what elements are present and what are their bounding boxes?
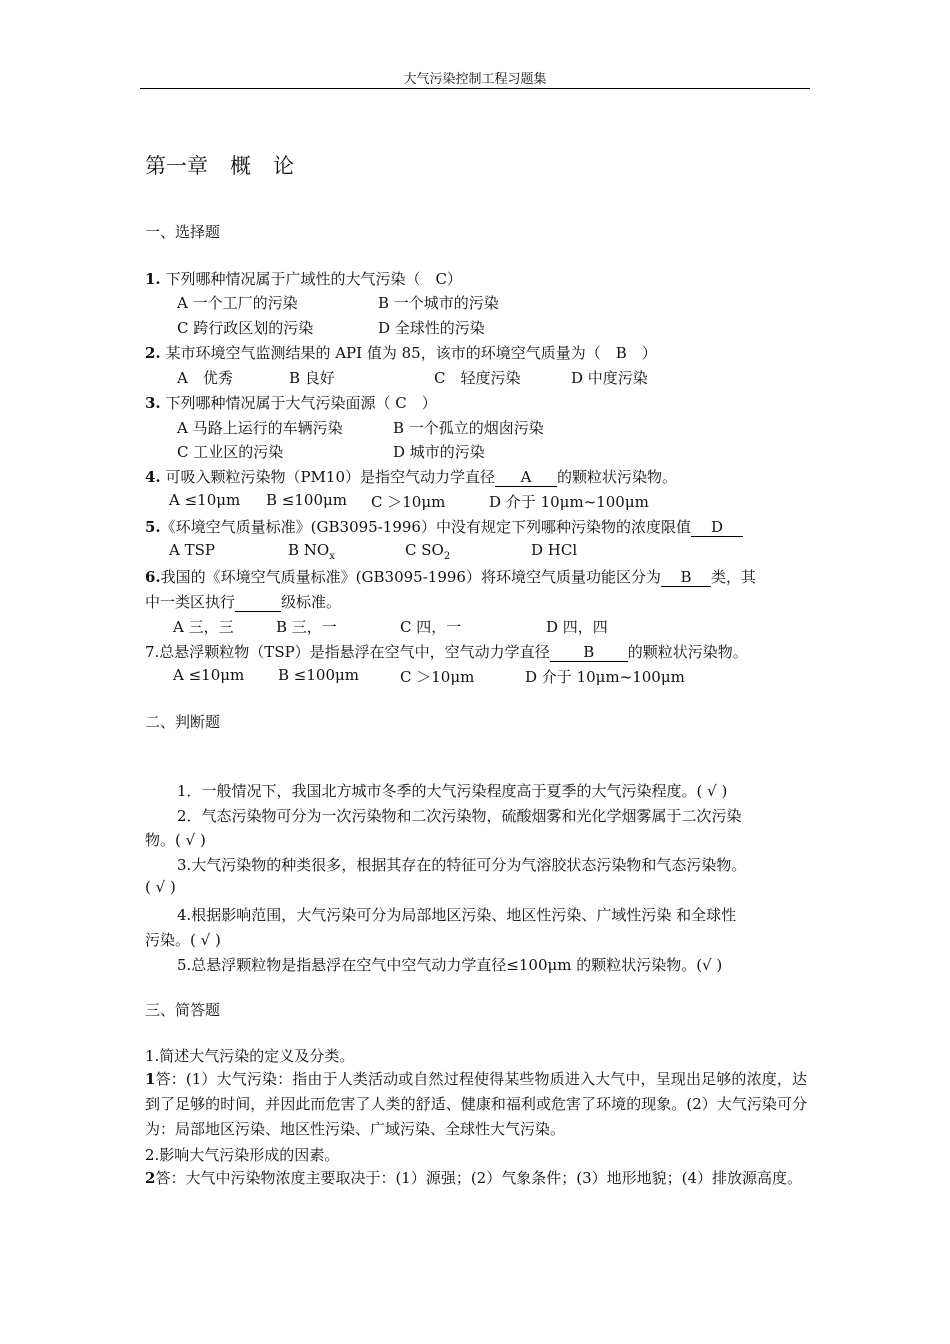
answer-blank: B [661, 568, 711, 587]
option: A TSP [169, 541, 215, 559]
short-question-1: 1.简述大气污染的定义及分类。 [145, 1047, 355, 1065]
chapter-word-2: 论 [273, 154, 294, 178]
question-2 [145, 342, 657, 363]
option: C 轻度污染 [434, 369, 521, 387]
chapter-title [145, 150, 316, 180]
chapter-word-1: 概 [230, 154, 251, 178]
question-1 [145, 268, 462, 289]
option: B 良好 [289, 369, 335, 387]
option: B ≤100μm [266, 491, 347, 509]
option: A ≤10μm [169, 491, 241, 509]
option: D 中度污染 [571, 369, 648, 387]
option: D 城市的污染 [393, 443, 485, 461]
option: B ≤100μm [278, 666, 359, 684]
answer-text: 答：(1）大气污染：指由于人类活动或自然过程使得某些物质进入大气中，呈现出足够的浓度，达到了足够的时间，并因此而危害了人类的舒适、健康和福利或危害了环境的现象。(2）大气污染可分为：局部地区污染、地区性污染、广域污染、全球性大气污染。 [145, 1070, 807, 1138]
judge-item-5: 5.总悬浮颗粒物是指悬浮在空气中空气动力学直径≤100μm 的颗粒状污染物。(√ ) [177, 956, 723, 974]
question-text: 的颗粒状污染物。 [627, 643, 748, 661]
question-text: 下列哪种情况属于广域性的大气污染（ C） [165, 270, 462, 288]
question-text: 可吸入颗粒污染物（PM10）是指空气动力学直径 [165, 468, 495, 486]
chapter-number: 第一章 [145, 154, 208, 178]
answer-blank: A [495, 468, 557, 487]
short-answer-2 [145, 1166, 807, 1191]
option-text: C SO [405, 541, 444, 559]
question-6-line2 [145, 591, 341, 612]
judge-item-3-cont: ( √ ) [145, 878, 176, 896]
question-text: 下列哪种情况属于大气污染面源（ C ） [165, 394, 437, 412]
question-text: 某市环境空气监测结果的 API 值为 85，该市的环境空气质量为（ B ） [165, 344, 657, 362]
section-heading-choice: 一、选择题 [145, 223, 221, 241]
option: C ＞10μm [371, 493, 446, 511]
short-answer-1 [145, 1067, 807, 1142]
option: C 跨行政区划的污染 [177, 319, 314, 337]
question-7 [145, 641, 748, 662]
answer-blank [235, 593, 281, 612]
question-text: 我国的《环境空气质量标准》(GB3095-1996）将环境空气质量功能区分为 [160, 568, 661, 586]
judge-item-4: 4.根据影响范围，大气污染可分为局部地区污染、地区性污染、广域性污染 和全球性 [177, 906, 737, 924]
option [288, 541, 335, 562]
judge-item-1: 1．一般情况下，我国北方城市冬季的大气污染程度高于夏季的大气污染程度。( √ ) [177, 782, 728, 800]
question-number: 6. [145, 568, 161, 586]
option: B 三，一 [276, 618, 337, 636]
question-text: 级标准。 [281, 593, 342, 611]
answer-text: 答：大气中污染物浓度主要取决于：(1）源强；(2）气象条件；(3）地形地貌；(4）排放源高度。 [155, 1169, 803, 1187]
option [405, 541, 450, 562]
question-5 [145, 516, 743, 537]
question-text: 类，其 [710, 568, 756, 586]
section-heading-short: 三、简答题 [145, 1001, 221, 1019]
answer-number: 2 [145, 1169, 156, 1187]
question-number: 4. [145, 468, 161, 486]
judge-item-3: 3.大气污染物的种类很多，根据其存在的特征可分为气溶胶状态污染物和气态污染物。 [177, 856, 747, 874]
answer-number: 1 [145, 1070, 156, 1088]
question-text: 《环境空气质量标准》(GB3095-1996）中没有规定下列哪种污染物的浓度限值 [160, 518, 691, 536]
option: A ≤10μm [173, 666, 245, 684]
option: A 优秀 [177, 369, 233, 387]
question-number: 5. [145, 518, 161, 536]
option: D 四，四 [546, 618, 608, 636]
option: A 马路上运行的车辆污染 [177, 419, 343, 437]
option: D 介于 10μm~100μm [525, 668, 685, 686]
question-3 [145, 392, 437, 413]
answer-blank: B [550, 643, 628, 662]
answer-blank: D [691, 518, 743, 537]
option: D 全球性的污染 [378, 319, 485, 337]
option: A 三，三 [173, 618, 234, 636]
option-text: B NO [288, 541, 330, 559]
option: B 一个孤立的烟囱污染 [393, 419, 544, 437]
header-rule [140, 88, 810, 89]
option: C 工业区的污染 [177, 443, 284, 461]
judge-item-4-cont: 污染。( √ ) [145, 931, 221, 949]
option: D 介于 10μm~100μm [489, 493, 649, 511]
option: A 一个工厂的污染 [177, 294, 298, 312]
option: C 四，一 [400, 618, 462, 636]
page-header-title: 大气污染控制工程习题集 [403, 72, 547, 87]
question-number: 1. [145, 270, 161, 288]
short-question-2: 2.影响大气污染形成的因素。 [145, 1146, 340, 1164]
question-text: 7.总悬浮颗粒物（TSP）是指悬浮在空气中，空气动力学直径 [145, 643, 550, 661]
judge-item-2: 2．气态污染物可分为一次污染物和二次污染物，硫酸烟雾和光化学烟雾属于二次污染 [177, 807, 742, 825]
question-4 [145, 466, 677, 487]
subscript: 2 [443, 551, 451, 562]
question-number: 2. [145, 344, 161, 362]
judge-item-2-cont: 物。( √ ) [145, 831, 206, 849]
question-text: 的颗粒状污染物。 [557, 468, 678, 486]
option: D HCl [531, 541, 578, 559]
subscript: x [329, 551, 335, 562]
option: C ＞10μm [400, 668, 475, 686]
question-number: 3. [145, 394, 161, 412]
question-text: 中一类区执行 [145, 593, 236, 611]
section-heading-judge: 二、判断题 [145, 713, 221, 731]
question-6 [145, 566, 756, 587]
option: B 一个城市的污染 [378, 294, 499, 312]
